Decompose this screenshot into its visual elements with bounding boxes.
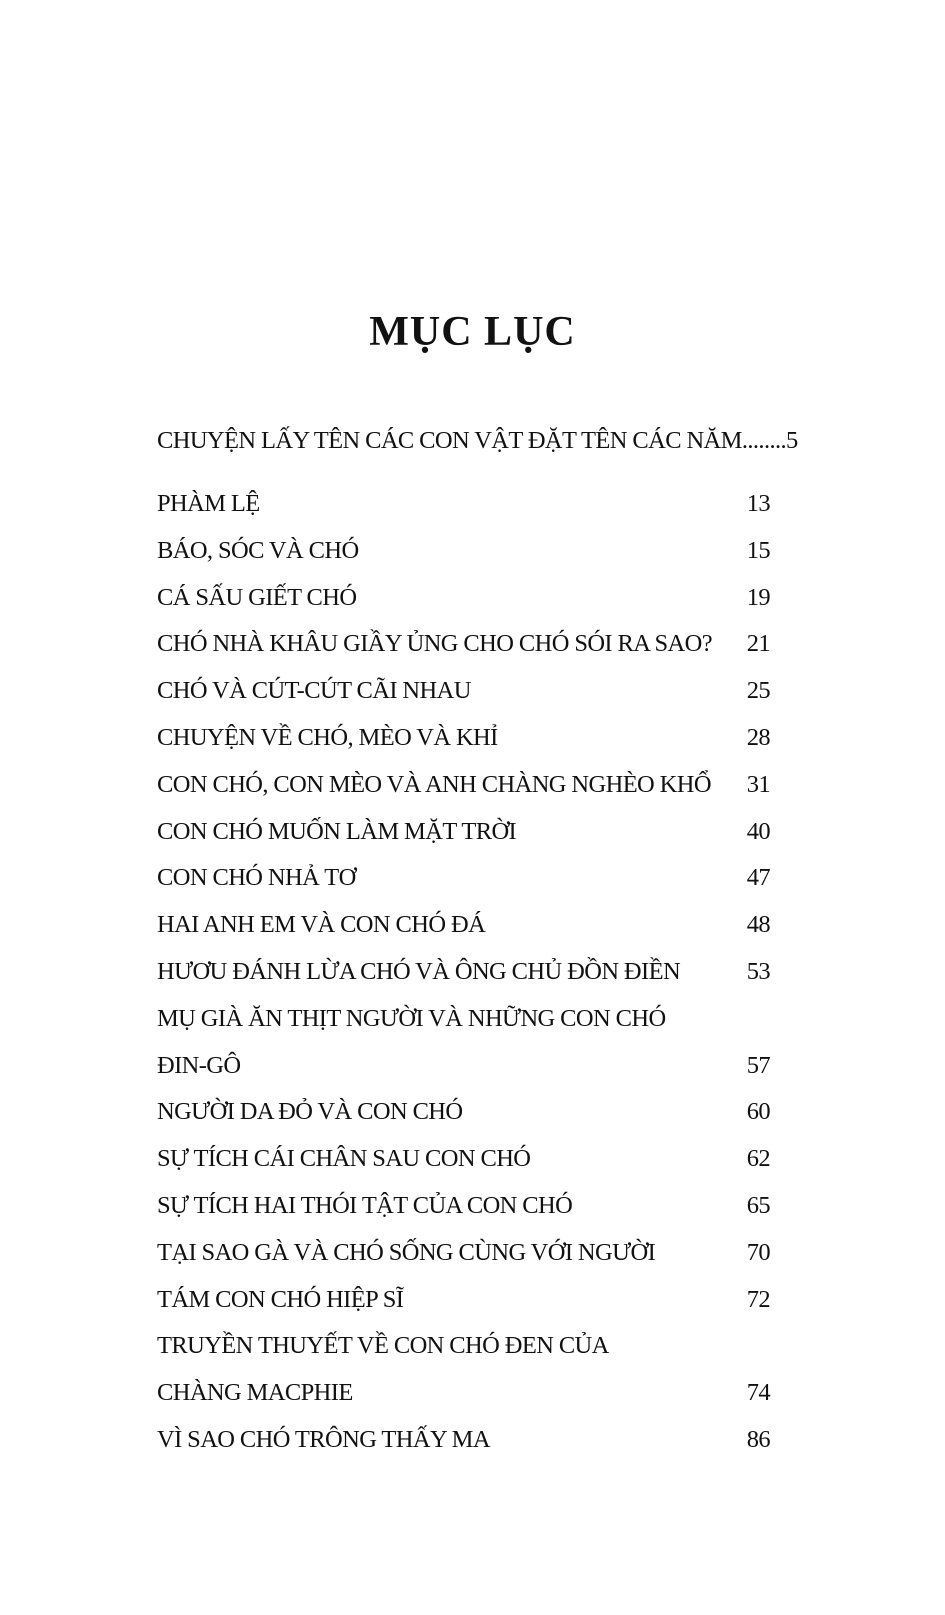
toc-entry-title: MỤ GIÀ ĂN THỊT NGƯỜI VÀ NHỮNG CON CHÓ: [157, 1004, 666, 1032]
toc-entry-title: CON CHÓ NHẢ TƠ: [157, 864, 356, 892]
toc-leader-dots: ........: [741, 427, 787, 454]
toc-entry: [157, 1089, 770, 1136]
toc-entry: [157, 1370, 770, 1417]
toc-entry-title: CHÓ VÀ CÚT-CÚT CÃI NHAU: [157, 677, 471, 705]
toc-entry: [157, 418, 798, 481]
toc-entry-page: 70: [746, 1238, 770, 1266]
toc-entry-page: 40: [746, 817, 770, 845]
toc-entry-title: BÁO, SÓC VÀ CHÓ: [157, 536, 359, 564]
toc-entry-page: 57: [746, 1051, 770, 1079]
toc-entry: [157, 1230, 770, 1277]
toc-entry: [157, 621, 770, 668]
toc-entry-title: TÁM CON CHÓ HIỆP SĨ: [157, 1285, 404, 1313]
toc-entry: [157, 1417, 770, 1464]
toc-entry-page: 5: [786, 427, 798, 454]
toc-entry-page: 31: [746, 770, 770, 798]
toc-entry-title: ĐIN-GÔ: [157, 1051, 241, 1079]
toc-entry-title: CHÀNG MACPHIE: [157, 1379, 353, 1407]
toc-entry-page: 15: [746, 536, 770, 564]
toc-entry-title: TẠI SAO GÀ VÀ CHÓ SỐNG CÙNG VỚI NGƯỜI: [157, 1238, 656, 1266]
toc-entry-page: 25: [746, 677, 770, 705]
toc-entry: [157, 902, 770, 949]
toc-entry-title: PHÀM LỆ: [157, 490, 260, 517]
toc-entry-page: 72: [746, 1285, 770, 1313]
toc-entry: [157, 1136, 770, 1183]
toc-entry: [157, 1183, 770, 1230]
toc-entry: [157, 1043, 770, 1090]
toc-entry-page: 28: [746, 723, 770, 751]
toc-entry-title: CHUYỆN LẤY TÊN CÁC CON VẬT ĐẶT TÊN CÁC NĂM........5: [157, 427, 798, 454]
toc-entry-title: SỰ TÍCH HAI THÓI TẬT CỦA CON CHÓ: [157, 1191, 573, 1219]
toc-entry: [157, 855, 770, 902]
toc-entry: [157, 668, 770, 715]
toc-entry-page: 47: [746, 864, 770, 892]
toc-entry: [157, 481, 770, 528]
toc-entry-page: 21: [746, 630, 770, 658]
toc-entry-page: 48: [746, 911, 770, 939]
toc-entry: [157, 715, 770, 762]
toc-entry: [157, 996, 770, 1043]
toc-entry-page: 74: [746, 1379, 770, 1407]
toc-entry-title: TRUYỀN THUYẾT VỀ CON CHÓ ĐEN CỦA: [157, 1332, 609, 1360]
toc-entry: [157, 809, 770, 856]
toc-entry-title: CÁ SẤU GIẾT CHÓ: [157, 583, 357, 611]
toc-entry-page: 19: [746, 583, 770, 611]
toc-entry-page: 86: [746, 1425, 770, 1453]
toc-entry-title: SỰ TÍCH CÁI CHÂN SAU CON CHÓ: [157, 1145, 531, 1173]
toc-entry-page: 13: [746, 490, 770, 517]
page-title: MỤC LỤC: [369, 309, 576, 355]
toc-entry-title: CHÓ NHÀ KHÂU GIẦY ỦNG CHO CHÓ SÓI RA SAO?: [157, 630, 713, 658]
toc-entry-page: 62: [746, 1145, 770, 1173]
toc-entry-page: 53: [746, 957, 770, 985]
toc-entry-title: CON CHÓ, CON MÈO VÀ ANH CHÀNG NGHÈO KHỔ: [157, 770, 711, 798]
toc-entry: [157, 1277, 770, 1324]
toc-entry-title: CHUYỆN VỀ CHÓ, MÈO VÀ KHỈ: [157, 723, 498, 751]
toc-entry: [157, 762, 770, 809]
toc-entry: [157, 949, 770, 996]
toc-entry-page: 60: [746, 1098, 770, 1126]
toc-entry: [157, 575, 770, 622]
toc-entry-page: 65: [746, 1191, 770, 1219]
toc-entry: [157, 528, 770, 575]
toc-entry-title: VÌ SAO CHÓ TRÔNG THẤY MA: [157, 1425, 490, 1453]
toc-entry-title: HƯƠU ĐÁNH LỪA CHÓ VÀ ÔNG CHỦ ĐỒN ĐIỀN: [157, 957, 681, 985]
toc-entry: [157, 1323, 770, 1370]
table-of-contents: [157, 418, 798, 1464]
toc-entry-title: CON CHÓ MUỐN LÀM MẶT TRỜI: [157, 817, 517, 845]
toc-entry-title: NGƯỜI DA ĐỎ VÀ CON CHÓ: [157, 1098, 463, 1126]
toc-entry-title: HAI ANH EM VÀ CON CHÓ ĐÁ: [157, 911, 486, 939]
